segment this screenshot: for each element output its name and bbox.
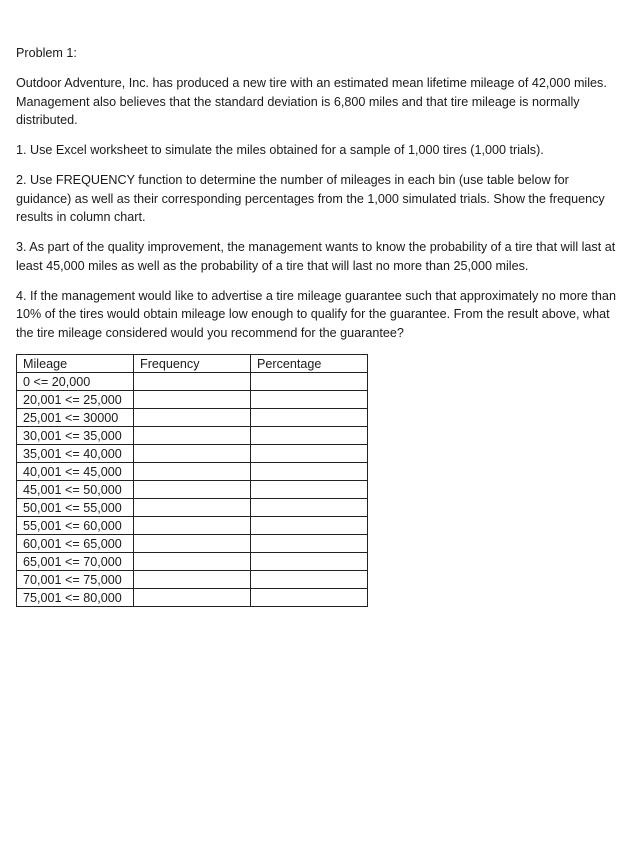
mileage-cell: 20,001 <= 25,000 — [17, 390, 134, 408]
percentage-cell — [251, 444, 368, 462]
mileage-cell: 45,001 <= 50,000 — [17, 480, 134, 498]
frequency-cell — [134, 588, 251, 606]
percentage-cell — [251, 534, 368, 552]
percentage-cell — [251, 588, 368, 606]
percentage-cell — [251, 390, 368, 408]
mileage-cell: 75,001 <= 80,000 — [17, 588, 134, 606]
question-2: 2. Use FREQUENCY function to determine the number of mileages in each bin (use table below for guidance) as well as their corresponding percentages from the 1,000 simulated trials. Show the frequency results in column chart. — [16, 173, 605, 225]
table-row — [17, 534, 368, 552]
header-percentage: Percentage — [251, 354, 368, 372]
frequency-cell — [134, 408, 251, 426]
mileage-cell: 0 <= 20,000 — [17, 372, 134, 390]
mileage-frequency-table — [16, 354, 368, 607]
frequency-cell — [134, 552, 251, 570]
percentage-cell — [251, 516, 368, 534]
problem-title: Problem 1: — [16, 46, 77, 60]
percentage-cell — [251, 498, 368, 516]
percentage-cell — [251, 408, 368, 426]
intro-paragraph: Outdoor Adventure, Inc. has produced a new tire with an estimated mean lifetime mileage of 42,000 miles. Management also believes that the standard deviation is 6,800 miles and that tire mileage is normally distributed. — [16, 76, 607, 127]
mileage-cell: 25,001 <= 30000 — [17, 408, 134, 426]
table-row — [17, 462, 368, 480]
mileage-cell: 60,001 <= 65,000 — [17, 534, 134, 552]
table-row — [17, 480, 368, 498]
frequency-cell — [134, 372, 251, 390]
mileage-cell: 30,001 <= 35,000 — [17, 426, 134, 444]
mileage-cell: 65,001 <= 70,000 — [17, 552, 134, 570]
frequency-cell — [134, 570, 251, 588]
frequency-cell — [134, 534, 251, 552]
table-row — [17, 570, 368, 588]
percentage-cell — [251, 480, 368, 498]
table-body — [17, 372, 368, 606]
header-mileage: Mileage — [17, 354, 134, 372]
mileage-cell: 40,001 <= 45,000 — [17, 462, 134, 480]
question-1: 1. Use Excel worksheet to simulate the miles obtained for a sample of 1,000 tires (1,000 trials). — [16, 143, 544, 158]
table-row — [17, 390, 368, 408]
percentage-cell — [251, 570, 368, 588]
table-row — [17, 426, 368, 444]
question-4: 4. If the management would like to advertise a tire mileage guarantee such that approximately no more than 10% of the tires would obtain mileage low enough to qualify for the guarantee. From the result above, what the tire mileage considered would you recommend for the guarantee? — [16, 288, 616, 340]
table-row — [17, 588, 368, 606]
header-frequency: Frequency — [134, 354, 251, 372]
table-header-row — [17, 354, 368, 372]
frequency-cell — [134, 516, 251, 534]
percentage-cell — [251, 372, 368, 390]
table-row — [17, 498, 368, 516]
question-3: 3. As part of the quality improvement, the management wants to know the probability of a tire that will last at least 45,000 miles as well as the probability of a tire that will last no more than 25,000 miles. — [16, 240, 616, 273]
frequency-cell — [134, 462, 251, 480]
mileage-cell: 35,001 <= 40,000 — [17, 444, 134, 462]
frequency-cell — [134, 498, 251, 516]
frequency-cell — [134, 480, 251, 498]
table-row — [17, 444, 368, 462]
table-row — [17, 516, 368, 534]
percentage-cell — [251, 552, 368, 570]
mileage-cell: 70,001 <= 75,000 — [17, 570, 134, 588]
mileage-cell: 50,001 <= 55,000 — [17, 498, 134, 516]
frequency-cell — [134, 426, 251, 444]
table-row — [17, 372, 368, 390]
percentage-cell — [251, 462, 368, 480]
table-row — [17, 552, 368, 570]
frequency-cell — [134, 390, 251, 408]
mileage-cell: 55,001 <= 60,000 — [17, 516, 134, 534]
percentage-cell — [251, 426, 368, 444]
table-row — [17, 408, 368, 426]
document-page — [16, 44, 622, 607]
frequency-cell — [134, 444, 251, 462]
